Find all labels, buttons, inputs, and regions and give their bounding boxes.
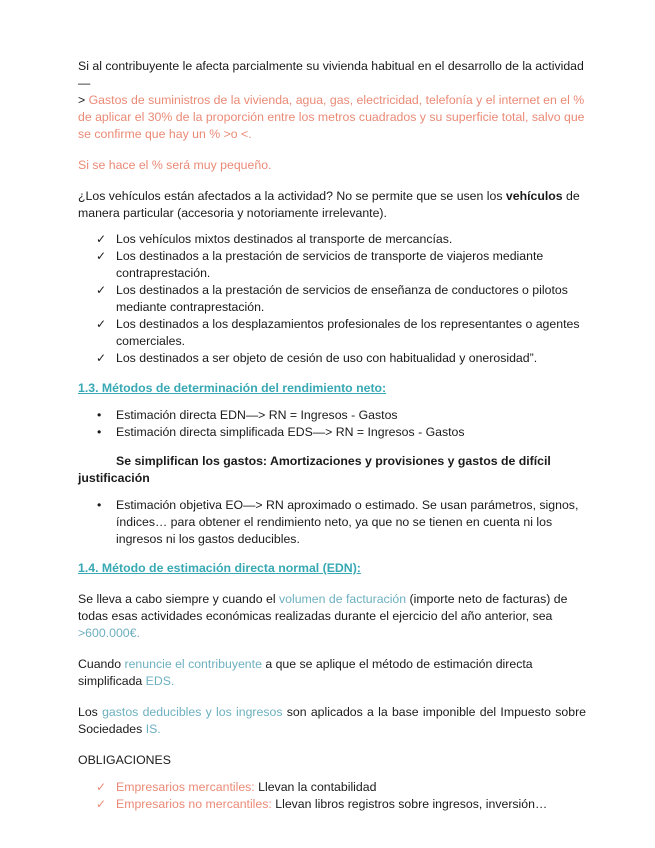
edn-text-a: Se lleva a cabo siempre y cuando el: [78, 592, 279, 606]
list-item: [78, 779, 586, 796]
gastos-text-a: Los: [78, 705, 103, 719]
list-item: [78, 424, 586, 441]
check-icon: ✓: [96, 780, 107, 794]
check-icon: ✓: [96, 249, 107, 263]
section-heading-1-3: 1.3. Métodos de determinación del rendimiento neto:: [78, 381, 387, 395]
list-item-text: Los destinados a la prestación de servicios de enseñanza de conductores o pilotos mediante contraprestación.: [116, 283, 568, 314]
list-item: [78, 316, 586, 350]
simplify-note: Se simplifican los gastos: Amortizaciones y provisiones y gastos de difícil justificación: [78, 454, 551, 485]
list-item: [78, 350, 586, 367]
vehiculos-bold: vehículos: [505, 189, 563, 203]
list-item-text: Los destinados a los desplazamientos profesionales de los representantes o agentes comerciales.: [116, 317, 580, 348]
list-item-text: Los vehículos mixtos destinados al transporte de mercancías.: [116, 232, 453, 246]
list-item-text: Estimación directa simplificada EDS—> RN = Ingresos - Gastos: [116, 425, 465, 439]
arrow-marker: >: [78, 93, 86, 107]
gastos-text-c: son aplicados a la base imponible del Impuesto sobre Sociedades: [78, 705, 586, 736]
check-icon: ✓: [96, 317, 107, 331]
list-item: [78, 231, 586, 248]
list-item-text: Los destinados a la prestación de servicios de transporte de viajeros mediante contraprestación.: [116, 249, 544, 280]
paragraph-edn: [78, 591, 586, 642]
check-icon: ✓: [96, 232, 107, 246]
vehiculos-text-c: de manera particular (accesoria y notoriamente irrelevante).: [78, 189, 580, 220]
paragraph-gastos: [78, 704, 586, 738]
paragraph-renuncia: [78, 656, 586, 690]
list-item: [78, 796, 586, 813]
bullet-icon: •: [97, 498, 102, 512]
bullet-icon: •: [97, 425, 102, 439]
gastos-highlight-is: IS.: [145, 722, 161, 736]
list-item: [78, 407, 586, 424]
list-item-text: Estimación directa EDN—> RN = Ingresos - Gastos: [116, 408, 398, 422]
paragraph-percent-note: Si se hace el % será muy pequeño.: [78, 158, 272, 172]
paragraph-vehiculos: [78, 188, 586, 222]
vehicle-checklist: [78, 231, 586, 367]
gastos-highlight: gastos deducibles y los ingresos: [102, 705, 283, 719]
list-item: [78, 282, 586, 316]
list-item-text: Llevan libros registros sobre ingresos, inversión…: [271, 797, 548, 811]
renuncia-text-c: a que se aplique el método de estimación directa simplificada: [78, 657, 533, 688]
vehiculos-text-a: ¿Los vehículos están afectados a la actividad? No se permite que se usen los: [78, 189, 506, 203]
obligaciones-heading: OBLIGACIONES: [78, 753, 171, 767]
edn-highlight-volumen: volumen de facturación: [278, 592, 407, 606]
obligaciones-checklist: [78, 779, 586, 813]
paragraph-vivienda: [78, 58, 586, 143]
check-icon: ✓: [96, 283, 107, 297]
list-item: [78, 497, 586, 548]
methods-list: [78, 407, 586, 441]
list-item-label: Empresarios no mercantiles:: [116, 797, 272, 811]
edn-text-c: (importe neto de facturas) de todas esas actividades económicas realizadas durante el ejercicio del año anterior, sea: [78, 592, 568, 623]
renuncia-highlight-eds: EDS.: [145, 674, 175, 688]
edn-highlight-amount: >600.000€.: [78, 626, 140, 640]
objective-list: [78, 497, 586, 548]
list-item-text: Los destinados a ser objeto de cesión de uso con habitualidad y onerosidad”.: [116, 351, 538, 365]
renuncia-text-a: Cuando: [78, 657, 125, 671]
renuncia-highlight: renuncie el contribuyente: [124, 657, 262, 671]
section-heading-1-4: 1.4. Método de estimación directa normal (EDN):: [78, 561, 361, 575]
list-item-text: Estimación objetiva EO—> RN aproximado o estimado. Se usan parámetros, signos, índices… para obtener el rendimiento neto, ya que no se tienen en cuenta ni los ingresos ni los gastos deducibles.: [116, 498, 579, 546]
check-icon: ✓: [96, 351, 107, 365]
list-item-label: Empresarios mercantiles:: [116, 780, 255, 794]
paragraph-vivienda-intro: Si al contribuyente le afecta parcialmente su vivienda habitual en el desarrollo de la actividad—: [78, 59, 584, 90]
document-page: [78, 58, 586, 813]
check-icon: ✓: [96, 797, 107, 811]
list-item-text: Llevan la contabilidad: [254, 780, 377, 794]
bullet-icon: •: [97, 408, 102, 422]
paragraph-vivienda-highlight: Gastos de suministros de la vivienda, agua, gas, electricidad, telefonía y el internet en el % de aplicar el 30% de la proporción entre los metros cuadrados y su superficie total, salvo que se confirme que hay un % >o <.: [78, 93, 585, 141]
list-item: [78, 248, 586, 282]
